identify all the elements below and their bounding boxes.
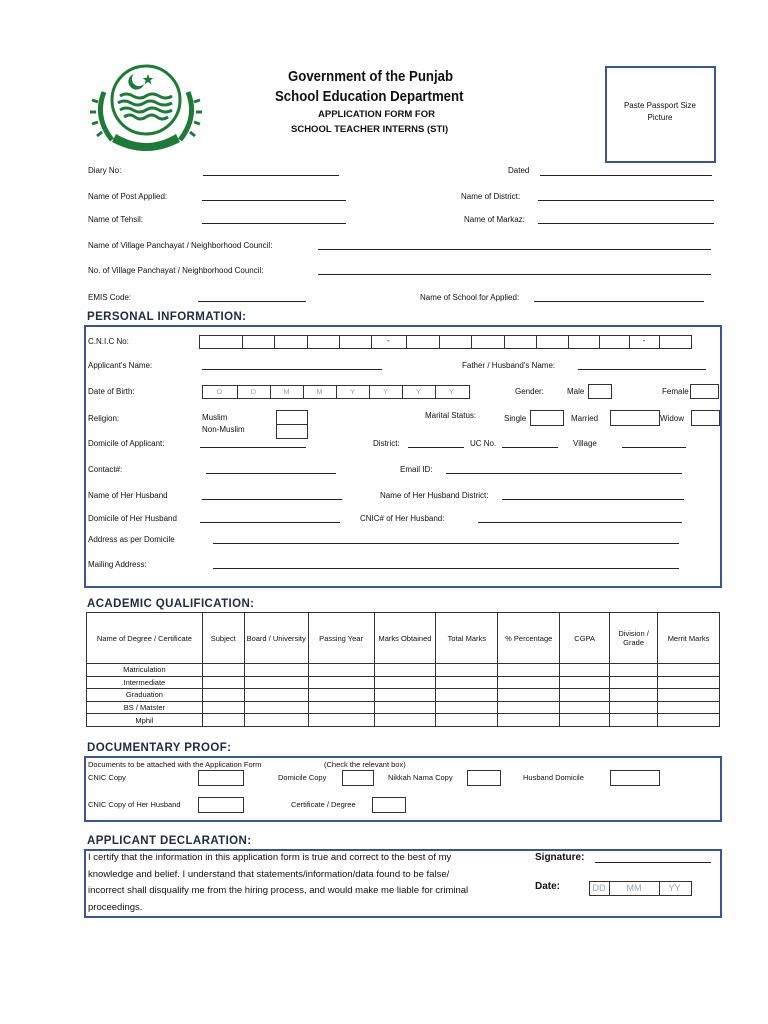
husband-domicile-doc-label: Husband Domicile: [523, 773, 584, 782]
column-header: Merrit Marks: [658, 613, 720, 664]
table-cell[interactable]: [244, 689, 308, 702]
dob-label: Date of Birth:: [88, 387, 135, 396]
husband-domicile-checkbox[interactable]: [610, 770, 660, 786]
female-checkbox[interactable]: [690, 384, 719, 399]
cnic-digit-box[interactable]: [199, 335, 244, 349]
single-label: Single: [504, 414, 527, 423]
table-cell[interactable]: [658, 689, 720, 702]
column-header: Division / Grade: [610, 613, 658, 664]
village-council-label: Name of Village Panchayat / Neighborhood Council:: [88, 241, 273, 250]
table-cell[interactable]: [436, 701, 498, 714]
married-label: Married: [571, 414, 599, 423]
academic-heading: ACADEMIC QUALIFICATION:: [87, 598, 255, 610]
date-placeholder: MM: [626, 883, 642, 893]
muslim-checkbox[interactable]: [276, 410, 308, 425]
dept-title: School Education Department: [275, 88, 464, 105]
email-field[interactable]: [446, 473, 682, 474]
table-cell[interactable]: [308, 676, 374, 689]
documents-heading: DOCUMENTARY PROOF:: [87, 742, 232, 754]
muslim-label: Muslim: [202, 413, 228, 422]
dob-placeholder: Y: [448, 387, 454, 396]
uc-no-field[interactable]: [502, 447, 558, 448]
cnic-copy-checkbox[interactable]: [198, 770, 244, 786]
non-muslim-label: Non-Muslim: [202, 425, 245, 434]
female-label: Female: [662, 387, 689, 396]
table-row: [87, 701, 720, 714]
table-cell[interactable]: [658, 664, 720, 677]
table-row: [87, 689, 720, 702]
academic-header-row: [87, 613, 720, 664]
non-muslim-checkbox[interactable]: [276, 424, 308, 439]
column-header: % Percentage: [498, 613, 560, 664]
widow-label: Widow: [660, 414, 685, 423]
domicile-district-field[interactable]: [408, 447, 464, 448]
degree-name-cell: Graduation: [87, 689, 203, 702]
table-cell[interactable]: [498, 689, 560, 702]
table-cell[interactable]: [498, 701, 560, 714]
village-label: Village: [573, 439, 597, 448]
declaration-line: proceedings.: [88, 901, 143, 913]
cnic-copy-label: CNIC Copy: [88, 773, 126, 782]
signature-field[interactable]: [595, 862, 711, 863]
cnic-dash: -: [387, 336, 390, 345]
domicile-copy-checkbox[interactable]: [342, 770, 374, 786]
diary-no-label: Diary No:: [88, 166, 122, 175]
cnic-digit-box[interactable]: [307, 335, 341, 349]
cnic-boxes: [199, 335, 690, 348]
column-header: Passing Year: [308, 613, 374, 664]
dob-placeholder: M: [316, 387, 323, 396]
address-domicile-label: Address as per Domicile: [88, 535, 175, 544]
passport-photo-label: Paste Passport Size Picture: [623, 101, 697, 122]
cnic-digit-box[interactable]: [599, 335, 631, 349]
documents-instruction: Documents to be attached with the Application Form: [88, 760, 262, 769]
table-cell[interactable]: [374, 664, 436, 677]
table-cell[interactable]: [308, 689, 374, 702]
table-cell[interactable]: [436, 676, 498, 689]
table-cell[interactable]: [560, 664, 610, 677]
dob-placeholder: D: [216, 387, 223, 396]
declaration-line: I certify that the information in this application form is true and correct to the best of my: [88, 852, 452, 863]
declaration-line: knowledge and belief. I understand that statements/information/data found to be false/: [88, 868, 450, 880]
cnic-digit-box[interactable]: [406, 335, 441, 349]
village-council-no-field[interactable]: [318, 274, 711, 275]
punjab-logo: [90, 62, 202, 152]
table-cell[interactable]: [244, 701, 308, 714]
widow-checkbox[interactable]: [691, 410, 720, 426]
diary-no-field[interactable]: [203, 175, 339, 176]
cnic-digit-box[interactable]: [339, 335, 373, 349]
table-cell[interactable]: [374, 689, 436, 702]
degree-name-cell: Matriculation: [87, 664, 203, 677]
table-cell[interactable]: [202, 714, 244, 727]
column-header: Subject: [202, 613, 244, 664]
table-cell[interactable]: [244, 664, 308, 677]
cnic-digit-box[interactable]: [274, 335, 309, 349]
husband-cnic-copy-checkbox[interactable]: [198, 797, 244, 813]
markaz-field[interactable]: [538, 223, 714, 224]
table-cell[interactable]: [560, 714, 610, 727]
village-council-field[interactable]: [318, 249, 711, 250]
table-row: [87, 664, 720, 677]
table-cell[interactable]: [436, 714, 498, 727]
dob-placeholder: Y: [415, 387, 421, 396]
applicant-name-label: Applicant's Name:: [88, 361, 153, 370]
husband-name-label: Name of Her Husband: [88, 491, 168, 500]
signature-label: Signature:: [535, 852, 585, 863]
column-header: Name of Degree / Certificate: [87, 613, 203, 664]
address-domicile-field[interactable]: [213, 543, 679, 544]
cnic-digit-box[interactable]: [471, 335, 506, 349]
markaz-label: Name of Markaz:: [464, 215, 525, 224]
column-header: Total Marks: [436, 613, 498, 664]
table-cell[interactable]: [202, 701, 244, 714]
husband-district-label: Name of Her Husband District:: [380, 491, 489, 500]
table-cell[interactable]: [610, 701, 658, 714]
emis-field[interactable]: [198, 301, 306, 302]
village-council-no-label: No. of Village Panchayat / Neighborhood Council:: [88, 266, 264, 275]
table-cell[interactable]: [560, 689, 610, 702]
emis-label: EMIS Code:: [88, 293, 132, 302]
table-cell[interactable]: [244, 714, 308, 727]
contact-field[interactable]: [206, 473, 336, 474]
table-cell[interactable]: [498, 714, 560, 727]
table-cell[interactable]: [610, 676, 658, 689]
domicile-field[interactable]: [200, 447, 306, 448]
table-cell[interactable]: [658, 701, 720, 714]
table-cell[interactable]: [610, 689, 658, 702]
contact-label: Contact#:: [88, 465, 123, 474]
table-cell[interactable]: [202, 689, 244, 702]
declaration-heading: APPLICANT DECLARATION:: [87, 835, 252, 847]
degree-name-cell: BS / Matster: [87, 701, 203, 714]
table-cell[interactable]: [202, 676, 244, 689]
date-label: Date:: [535, 881, 561, 892]
male-label: Male: [567, 387, 585, 396]
personal-info-heading: PERSONAL INFORMATION:: [87, 311, 247, 323]
degree-name-cell: Mphil: [87, 714, 203, 727]
husband-district-field[interactable]: [502, 499, 684, 500]
husband-cnic-copy-label: CNIC Copy of Her Husband: [88, 800, 181, 809]
male-checkbox[interactable]: [588, 384, 612, 399]
table-cell[interactable]: [202, 664, 244, 677]
table-row: [87, 676, 720, 689]
village-field[interactable]: [622, 447, 686, 448]
table-cell[interactable]: [308, 701, 374, 714]
uc-no-label: UC No.: [470, 439, 497, 448]
single-checkbox[interactable]: [530, 410, 564, 426]
table-cell[interactable]: [308, 714, 374, 727]
declaration-line: incorrect shall disqualify me from the hiring process, and would make me liable for criminal: [88, 885, 469, 896]
table-row: [87, 714, 720, 727]
dob-placeholder: Y: [382, 387, 388, 396]
documents-check-note: (Check the relevant box): [324, 760, 406, 769]
column-header: Board / University: [244, 613, 308, 664]
district-field[interactable]: [538, 200, 714, 201]
table-cell[interactable]: [610, 664, 658, 677]
date-placeholder: YY: [668, 883, 681, 893]
cnic-digit-box[interactable]: [242, 335, 276, 349]
table-cell[interactable]: [374, 676, 436, 689]
mailing-address-label: Mailing Address:: [88, 560, 147, 569]
table-cell[interactable]: [610, 714, 658, 727]
marital-status-label: Marital Status:: [425, 411, 477, 420]
post-applied-label: Name of Post Applied:: [88, 192, 168, 201]
school-applied-field[interactable]: [534, 301, 704, 302]
cnic-dash: -: [642, 336, 646, 345]
district-label: Name of District:: [461, 192, 521, 201]
table-cell[interactable]: [436, 664, 498, 677]
post-applied-field[interactable]: [202, 200, 346, 201]
date-placeholder: DD: [592, 883, 606, 893]
husband-cnic-label: CNIC# of Her Husband:: [360, 514, 445, 523]
domicile-copy-label: Domicile Copy: [278, 773, 327, 782]
dob-boxes: [202, 385, 468, 398]
personal-info-frame: [84, 325, 722, 588]
husband-cnic-field[interactable]: [478, 522, 682, 523]
married-checkbox[interactable]: [610, 410, 660, 426]
cnic-digit-box[interactable]: [568, 335, 601, 349]
form-title: APPLICATION FORM FOR: [318, 109, 435, 120]
tehsil-field[interactable]: [202, 223, 346, 224]
table-cell[interactable]: [374, 701, 436, 714]
nikkah-copy-label: Nikkah Nama Copy: [388, 773, 453, 782]
certificate-label: Certificate / Degree: [291, 800, 356, 809]
gov-title: Government of the Punjab: [288, 68, 454, 85]
husband-name-field[interactable]: [202, 499, 342, 500]
dob-placeholder: D: [250, 387, 257, 396]
cnic-digit-box[interactable]: [536, 335, 570, 349]
table-cell[interactable]: [658, 714, 720, 727]
degree-name-cell: Intermediate: [87, 676, 203, 689]
tehsil-label: Name of Tehsil:: [88, 215, 143, 224]
domicile-label: Domicile of Applicant:: [88, 439, 165, 448]
cnic-label: C.N.I.C No:: [88, 337, 129, 346]
cnic-digit-box[interactable]: [439, 335, 473, 349]
school-applied-label: Name of School for Applied:: [420, 293, 520, 302]
table-cell[interactable]: [374, 714, 436, 727]
column-header: CGPA: [560, 613, 610, 664]
table-cell[interactable]: [498, 676, 560, 689]
table-cell[interactable]: [498, 664, 560, 677]
program-title: SCHOOL TEACHER INTERNS (STI): [291, 124, 449, 135]
religion-label: Religion:: [88, 414, 120, 423]
table-cell[interactable]: [560, 701, 610, 714]
column-header: Marks Obtained: [374, 613, 436, 664]
nikkah-copy-checkbox[interactable]: [467, 770, 501, 786]
declaration-text: [88, 850, 528, 916]
table-cell[interactable]: [308, 664, 374, 677]
husband-domicile-field[interactable]: [200, 522, 340, 523]
applicant-name-field[interactable]: [202, 369, 382, 370]
table-cell[interactable]: [244, 676, 308, 689]
mailing-address-field[interactable]: [213, 568, 679, 569]
domicile-district-label: District:: [373, 439, 400, 448]
father-name-field[interactable]: [578, 369, 706, 370]
email-label: Email ID:: [400, 465, 433, 474]
husband-domicile-label: Domicile of Her Husband: [88, 514, 177, 523]
table-cell[interactable]: [658, 676, 720, 689]
dob-placeholder: M: [283, 387, 290, 396]
cnic-digit-box[interactable]: [659, 335, 692, 349]
gender-label: Gender:: [515, 387, 544, 396]
certificate-checkbox[interactable]: [372, 797, 406, 813]
father-name-label: Father / Husband's Name:: [462, 361, 556, 370]
cnic-digit-box[interactable]: [504, 335, 538, 349]
dated-field[interactable]: [540, 175, 712, 176]
table-cell[interactable]: [560, 676, 610, 689]
academic-table: [86, 612, 720, 727]
dated-label: Dated: [508, 166, 530, 175]
dob-placeholder: Y: [349, 387, 355, 396]
table-cell[interactable]: [436, 689, 498, 702]
